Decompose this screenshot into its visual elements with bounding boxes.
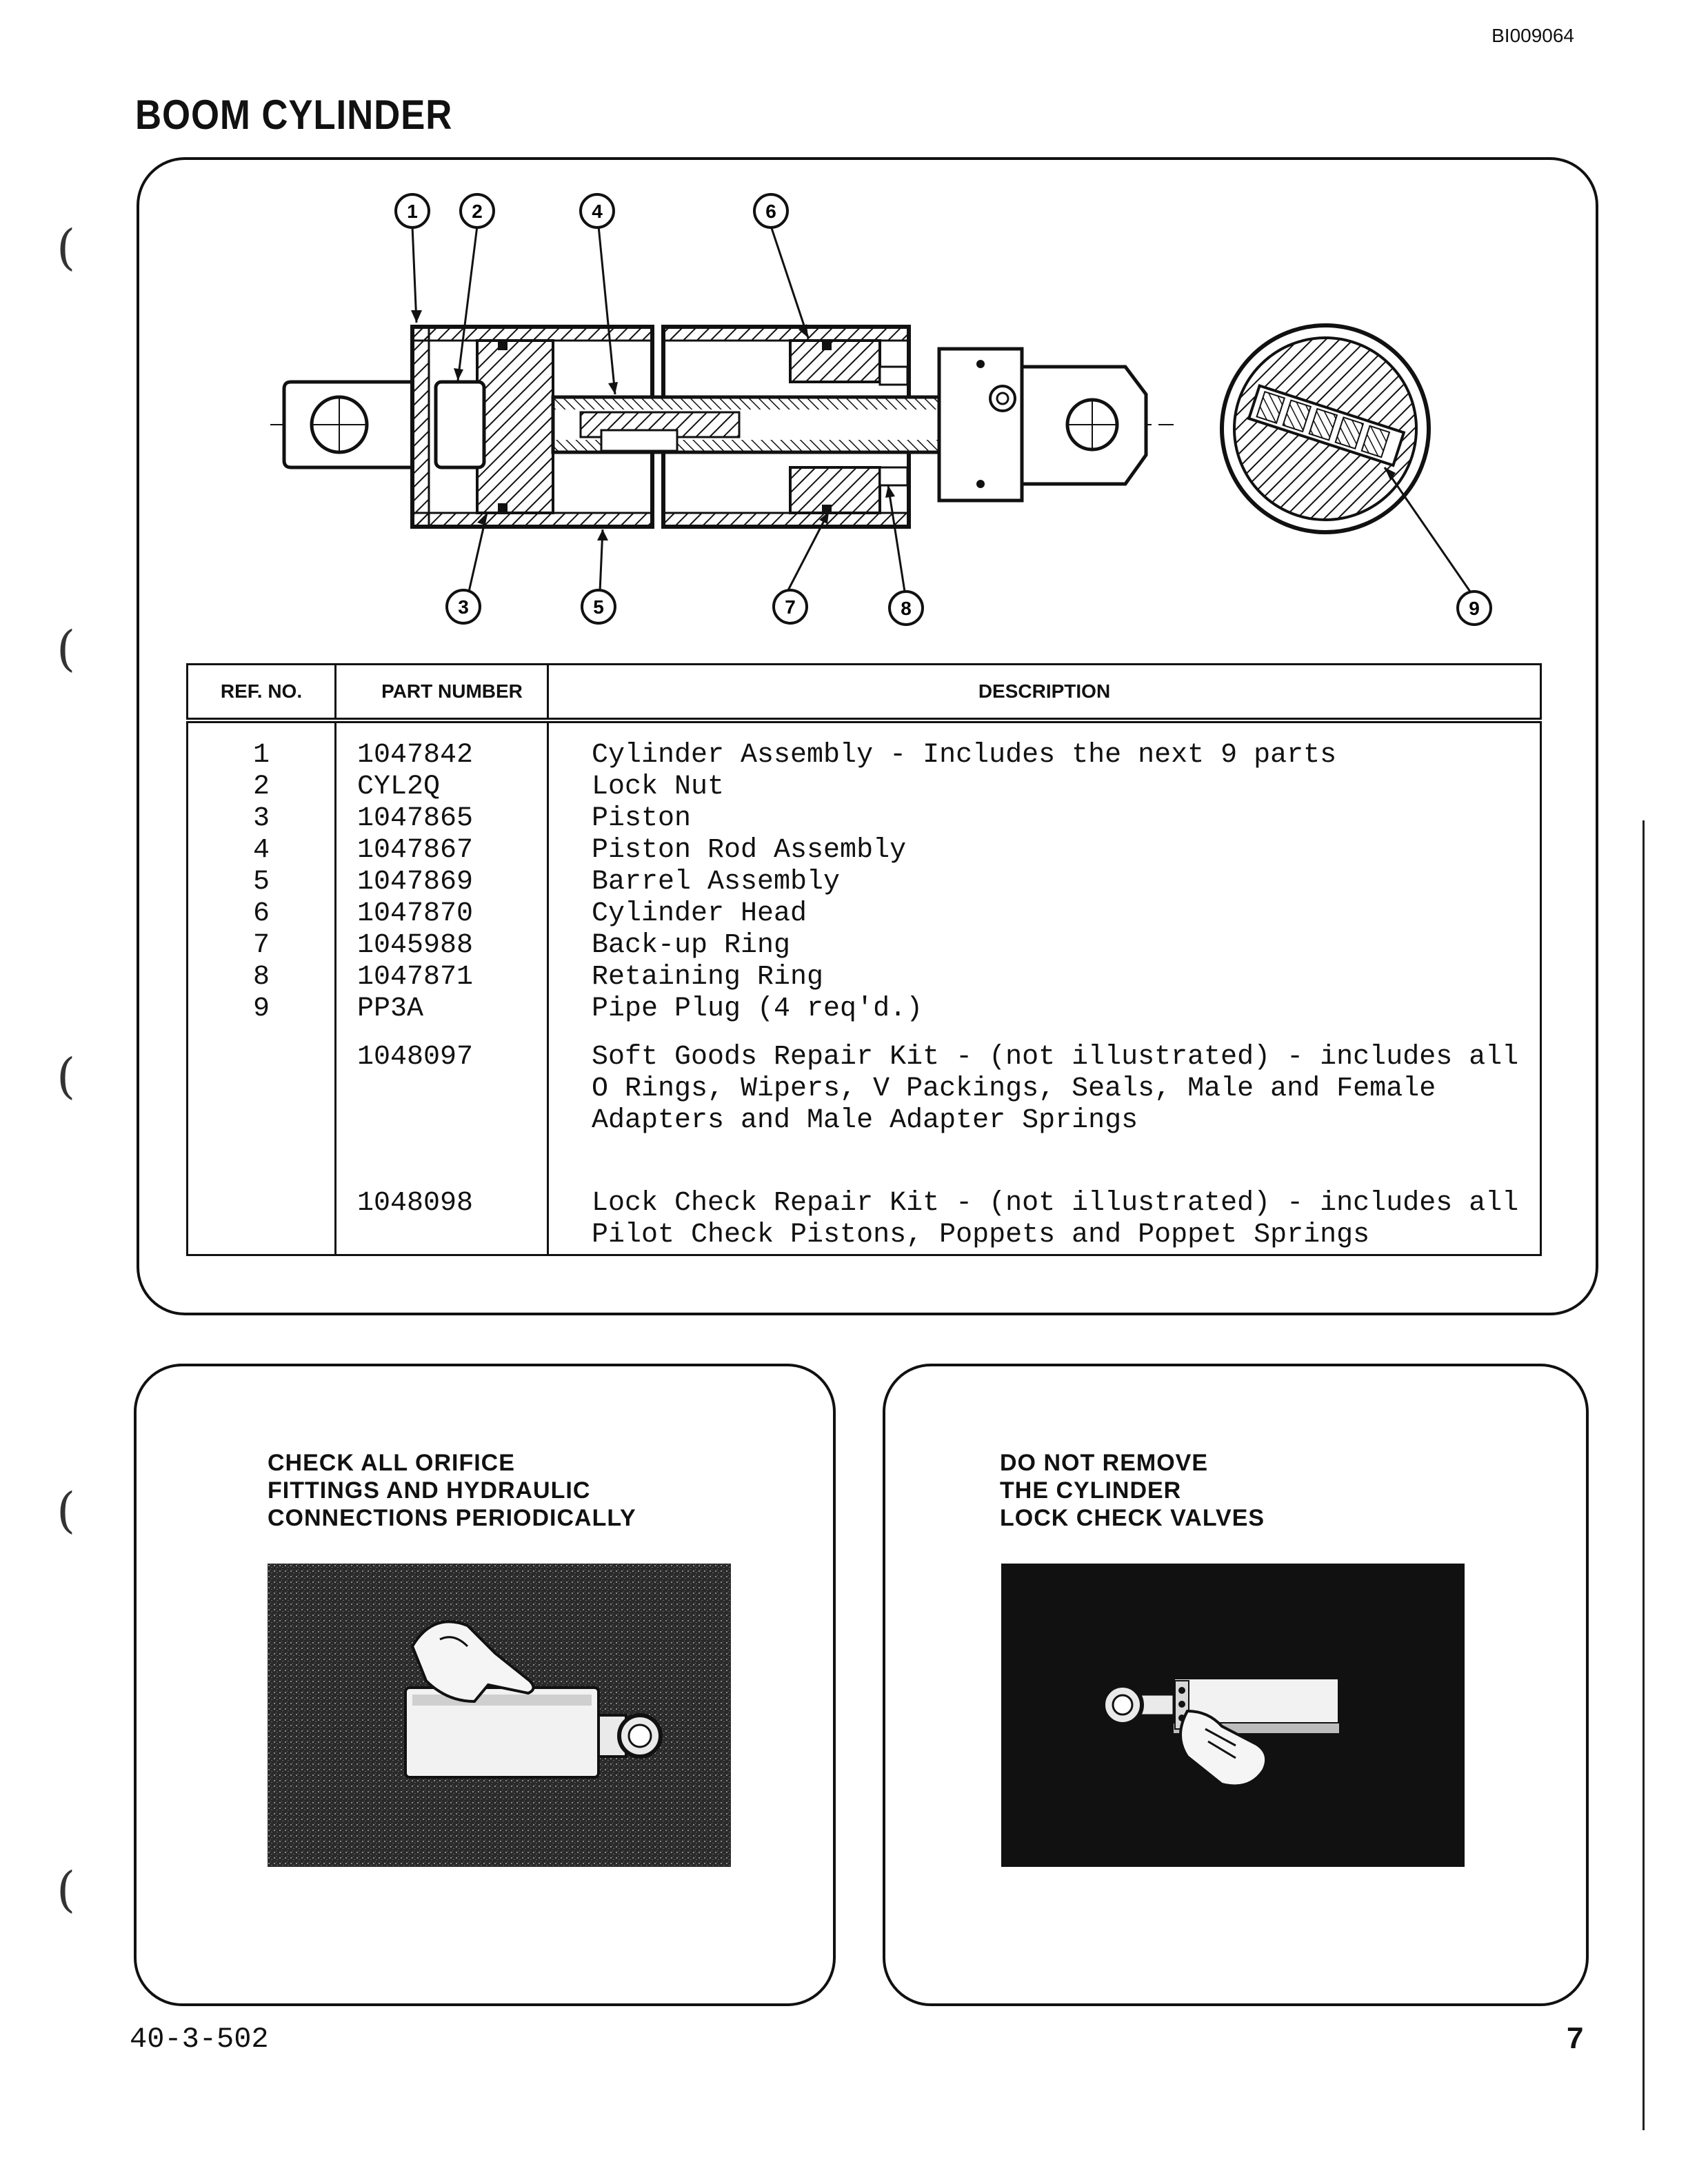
- part-number: 1048097: [336, 1042, 548, 1137]
- table-row: [188, 771, 1541, 803]
- description-line: Pilot Check Pistons, Poppets and Poppet Springs: [592, 1220, 1370, 1251]
- ref-no: 1: [188, 740, 336, 771]
- footer-document-code: 40-3-502: [130, 2023, 269, 2056]
- binder-hole-mark: (: [57, 219, 76, 276]
- description-line: Soft Goods Repair Kit - (not illustrated) - includes all: [592, 1042, 1519, 1073]
- callout-5: [582, 590, 615, 623]
- part-number: 1047865: [336, 803, 548, 835]
- table-row: [188, 993, 1541, 1025]
- description: Cylinder Head: [548, 898, 1541, 930]
- part-number: 1047842: [336, 740, 548, 771]
- description: Retaining Ring: [548, 962, 1541, 993]
- svg-text:9: 9: [1469, 598, 1480, 619]
- binder-hole-mark: (: [57, 620, 76, 677]
- svg-text:3: 3: [458, 596, 469, 618]
- svg-text:1: 1: [407, 201, 418, 222]
- description-line: O Rings, Wipers, V Packings, Seals, Male and Female: [592, 1073, 1436, 1104]
- callout-2: [461, 194, 494, 228]
- ref-no: 4: [188, 835, 336, 867]
- ref-no: 3: [188, 803, 336, 835]
- svg-text:4: 4: [592, 201, 603, 222]
- callout-3: [447, 590, 480, 623]
- parts-table: [186, 663, 1542, 1256]
- svg-text:7: 7: [785, 596, 796, 618]
- svg-text:2: 2: [472, 201, 483, 222]
- part-number-header: PART NUMBER: [336, 665, 548, 721]
- lock-check-end-view: [1222, 325, 1429, 532]
- table-row: [188, 962, 1541, 993]
- part-number: 1048098: [336, 1188, 548, 1255]
- description-header: DESCRIPTION: [548, 665, 1541, 721]
- hand-checking-fittings-illustration: [268, 1564, 731, 1867]
- lock-check-valves-notice: [883, 1364, 1589, 2006]
- ref-no: 5: [188, 867, 336, 898]
- table-row: [188, 803, 1541, 835]
- notice-caption: DO NOT REMOVE THE CYLINDER LOCK CHECK VALVES: [1000, 1450, 1265, 1531]
- ref-no: 7: [188, 930, 336, 962]
- binder-hole-mark: (: [57, 1048, 76, 1104]
- cylinder-clevis-end: [284, 382, 415, 467]
- description-line: Adapters and Male Adapter Springs: [592, 1105, 1138, 1136]
- part-number: 1047869: [336, 867, 548, 898]
- description: Lock Nut: [548, 771, 1541, 803]
- table-header-row: [188, 665, 1541, 721]
- description: Pipe Plug (4 req'd.): [548, 993, 1541, 1025]
- table-row-kit: [188, 1042, 1541, 1137]
- ref-no: 2: [188, 771, 336, 803]
- ref-no-header: REF. NO.: [188, 665, 336, 721]
- margin-rule: [1642, 820, 1645, 2130]
- page-title: BOOM CYLINDER: [135, 92, 453, 138]
- orifice-check-notice: [134, 1364, 836, 2006]
- description: [548, 1188, 1541, 1255]
- page-number: 7: [1567, 2021, 1584, 2055]
- part-number: 1047870: [336, 898, 548, 930]
- callout-4: [581, 194, 614, 228]
- table-row: [188, 835, 1541, 867]
- description: [548, 1042, 1541, 1137]
- table-row-kit: [188, 1188, 1541, 1255]
- table-row: [188, 740, 1541, 771]
- hand-on-lock-check-valve-illustration: [1001, 1564, 1465, 1867]
- table-row: [188, 898, 1541, 930]
- part-number: 1047871: [336, 962, 548, 993]
- callout-9: [1458, 592, 1491, 625]
- rod-end-block: [939, 349, 1146, 501]
- table-row: [188, 930, 1541, 962]
- binder-hole-mark: (: [57, 1861, 76, 1918]
- part-number: CYL2Q: [336, 771, 548, 803]
- svg-text:5: 5: [593, 596, 604, 618]
- description: Back-up Ring: [548, 930, 1541, 962]
- callout-1: [396, 194, 429, 228]
- callout-7: [774, 590, 807, 623]
- svg-text:6: 6: [765, 201, 776, 222]
- description: Piston Rod Assembly: [548, 835, 1541, 867]
- ref-no: 6: [188, 898, 336, 930]
- ref-no: 8: [188, 962, 336, 993]
- ref-no: 9: [188, 993, 336, 1025]
- description-line: Lock Check Repair Kit - (not illustrated) - includes all: [592, 1188, 1519, 1219]
- description: Piston: [548, 803, 1541, 835]
- svg-text:8: 8: [901, 598, 912, 619]
- binder-hole-mark: (: [57, 1482, 76, 1539]
- notice-caption: CHECK ALL ORIFICE FITTINGS AND HYDRAULIC CONNECTIONS PERIODICALLY: [268, 1450, 636, 1531]
- callout-8: [890, 592, 923, 625]
- description: Barrel Assembly: [548, 867, 1541, 898]
- part-number: 1045988: [336, 930, 548, 962]
- document-id: BI009064: [1491, 25, 1574, 46]
- piston-rod: [553, 397, 953, 452]
- callout-6: [754, 194, 787, 228]
- table-row: [188, 867, 1541, 898]
- description: Cylinder Assembly - Includes the next 9 parts: [548, 740, 1541, 771]
- part-number: PP3A: [336, 993, 548, 1025]
- part-number: 1047867: [336, 835, 548, 867]
